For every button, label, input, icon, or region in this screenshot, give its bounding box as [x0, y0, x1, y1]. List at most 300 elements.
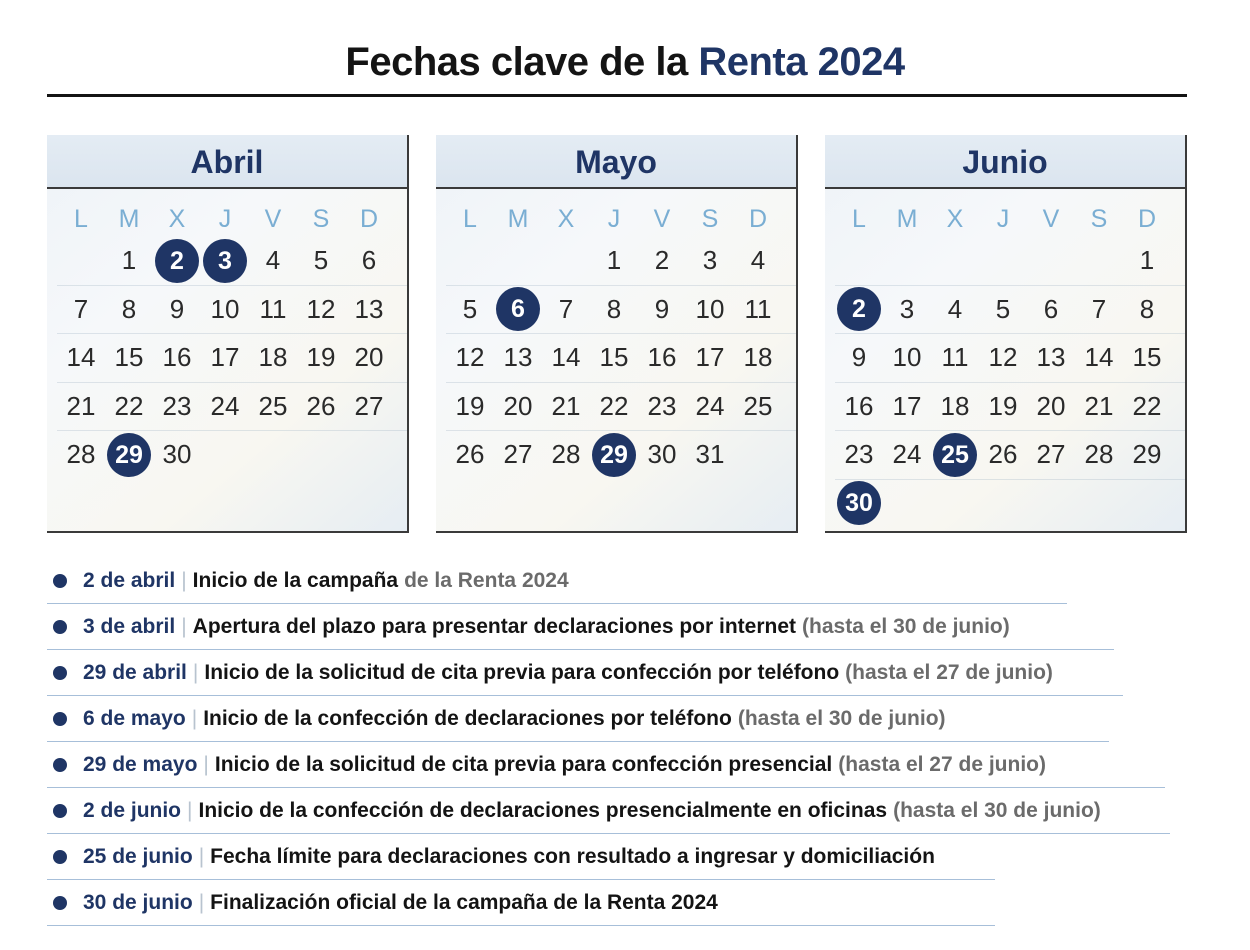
day-number: 24 — [695, 390, 725, 421]
weekday-label: J — [607, 205, 621, 233]
weekday-label: L — [74, 205, 88, 233]
day-number: 17 — [892, 390, 922, 421]
calendar-day — [345, 383, 393, 431]
calendar-day — [249, 383, 297, 431]
day-number: 28 — [551, 439, 581, 470]
calendar-week-row — [835, 334, 1185, 383]
weekday-label: V — [1042, 205, 1060, 233]
calendar-day — [734, 286, 782, 334]
weekday-label: X — [946, 205, 964, 233]
separator: | — [191, 706, 198, 730]
day-number: 10 — [210, 293, 240, 324]
event-note: (hasta el 27 de junio) — [838, 752, 1046, 776]
calendar-day — [1027, 334, 1075, 382]
key-date-item — [47, 834, 995, 880]
calendar-empty-cell — [1075, 480, 1123, 528]
calendar-day — [835, 334, 883, 382]
calendar-empty-cell — [883, 237, 931, 285]
weekday-label: V — [264, 205, 282, 233]
bullet-icon — [53, 804, 67, 818]
calendar-day — [249, 334, 297, 382]
day-number: 18 — [940, 390, 970, 421]
event-note: de la Renta 2024 — [404, 568, 569, 592]
day-number: 8 — [606, 293, 622, 324]
calendar-week-row — [57, 431, 407, 479]
day-number: 14 — [1084, 342, 1114, 373]
calendar-day — [590, 431, 638, 479]
day-number: 18 — [743, 342, 773, 373]
day-number: 15 — [114, 342, 144, 373]
title-accent: Renta 2024 — [698, 40, 905, 84]
day-number: 3 — [899, 293, 915, 324]
day-number: 4 — [750, 245, 766, 276]
calendar-day — [297, 237, 345, 285]
day-number: 15 — [1132, 342, 1162, 373]
day-number: 14 — [551, 342, 581, 373]
calendar-day — [835, 480, 883, 528]
calendar-empty-cell — [57, 237, 105, 285]
calendar-day — [105, 431, 153, 479]
separator: | — [192, 660, 199, 684]
calendar-day — [686, 383, 734, 431]
event-note: (hasta el 30 de junio) — [893, 798, 1101, 822]
calendar-day — [686, 286, 734, 334]
day-number: 7 — [73, 293, 89, 324]
weekday-header — [446, 201, 796, 237]
event-date: 25 de junio — [83, 844, 193, 868]
calendar-week-row — [835, 383, 1185, 432]
calendar-day — [638, 383, 686, 431]
separator: | — [187, 798, 193, 822]
title-divider — [47, 94, 1187, 97]
calendar-day — [979, 383, 1027, 431]
calendar-week-row — [835, 431, 1185, 480]
calendar-week-row — [835, 286, 1185, 335]
weekday-label: M — [118, 205, 140, 233]
bullet-icon — [53, 712, 67, 726]
highlighted-date: 29 — [107, 433, 151, 477]
calendar-day — [1027, 383, 1075, 431]
bullet-icon — [53, 896, 67, 910]
day-number: 19 — [455, 390, 485, 421]
calendar-day — [201, 334, 249, 382]
day-number: 24 — [210, 390, 240, 421]
day-number: 27 — [1036, 439, 1066, 470]
calendar-week-row — [57, 286, 407, 335]
event-date: 29 de abril — [83, 660, 187, 684]
day-number: 29 — [1132, 439, 1162, 470]
calendar-week-row — [835, 480, 1185, 528]
calendar-day — [153, 334, 201, 382]
day-number: 23 — [647, 390, 677, 421]
day-number: 17 — [210, 342, 240, 373]
calendar-week-row — [57, 383, 407, 432]
calendar-day — [297, 286, 345, 334]
bullet-icon — [53, 758, 67, 772]
calendar-empty-cell — [249, 431, 297, 479]
day-number: 1 — [606, 245, 622, 276]
day-number: 5 — [462, 293, 478, 324]
day-number: 9 — [851, 342, 867, 373]
calendar-day — [345, 237, 393, 285]
calendar-day — [1123, 237, 1171, 285]
day-number: 21 — [1084, 390, 1114, 421]
event-note: (hasta el 27 de junio) — [845, 660, 1053, 684]
day-number: 31 — [695, 439, 725, 470]
calendar-day — [590, 334, 638, 382]
day-number: 5 — [313, 245, 329, 276]
calendar-day — [734, 383, 782, 431]
calendar-day — [57, 383, 105, 431]
key-date-item — [47, 558, 1067, 604]
page-title — [0, 40, 1250, 85]
separator: | — [203, 752, 209, 776]
calendar-month-title: Mayo — [436, 135, 796, 189]
calendar-empty-cell — [979, 237, 1027, 285]
day-number: 12 — [455, 342, 485, 373]
calendar-day — [1075, 286, 1123, 334]
day-number: 24 — [892, 439, 922, 470]
calendar-day — [590, 286, 638, 334]
day-number: 5 — [995, 293, 1011, 324]
calendar-week-row — [57, 237, 407, 286]
day-number: 28 — [66, 439, 96, 470]
day-number: 7 — [558, 293, 574, 324]
day-number: 22 — [114, 390, 144, 421]
event-date: 6 de mayo — [83, 706, 186, 730]
calendar-day — [542, 431, 590, 479]
event-description: Inicio de la confección de declaraciones por teléfono — [203, 706, 732, 730]
calendar-empty-cell — [734, 431, 782, 479]
day-number: 8 — [1139, 293, 1155, 324]
calendar-day — [446, 286, 494, 334]
day-number: 10 — [695, 293, 725, 324]
key-date-item — [47, 650, 1123, 696]
calendar-day — [1027, 431, 1075, 479]
calendar-day — [1075, 431, 1123, 479]
day-number: 23 — [844, 439, 874, 470]
day-number: 26 — [306, 390, 336, 421]
calendar-empty-cell — [345, 431, 393, 479]
highlighted-date: 2 — [837, 287, 881, 331]
separator: | — [198, 844, 205, 868]
day-number: 17 — [695, 342, 725, 373]
calendar-day — [297, 383, 345, 431]
calendar-day — [446, 383, 494, 431]
calendar-day — [1075, 334, 1123, 382]
day-number: 14 — [66, 342, 96, 373]
calendar-day — [345, 334, 393, 382]
day-number: 1 — [121, 245, 137, 276]
calendar-day — [57, 334, 105, 382]
day-number: 4 — [947, 293, 963, 324]
calendar-day — [590, 237, 638, 285]
highlighted-date: 2 — [155, 239, 199, 283]
day-number: 18 — [258, 342, 288, 373]
day-number: 11 — [259, 293, 287, 324]
calendar-day — [883, 431, 931, 479]
calendar-empty-cell — [1075, 237, 1123, 285]
day-number: 2 — [654, 245, 670, 276]
calendar-day — [931, 383, 979, 431]
calendar-empty-cell — [446, 237, 494, 285]
day-number: 22 — [1132, 390, 1162, 421]
calendar-day — [153, 383, 201, 431]
calendar-day — [979, 334, 1027, 382]
day-number: 12 — [306, 293, 336, 324]
day-number: 13 — [354, 293, 384, 324]
day-number: 15 — [599, 342, 629, 373]
calendar-empty-cell — [835, 237, 883, 285]
day-number: 12 — [988, 342, 1018, 373]
key-date-item — [47, 742, 1165, 788]
day-number: 26 — [455, 439, 485, 470]
calendar-day — [201, 286, 249, 334]
calendar-day — [979, 431, 1027, 479]
calendar-day — [249, 286, 297, 334]
day-number: 27 — [354, 390, 384, 421]
weekday-label: S — [1090, 205, 1108, 233]
calendar-day — [638, 237, 686, 285]
event-date: 3 de abril — [83, 614, 176, 638]
title-prefix: Fechas clave de la — [345, 40, 688, 84]
calendar-empty-cell — [979, 480, 1027, 528]
calendar-mayo — [436, 135, 798, 533]
calendar-grid — [825, 237, 1185, 527]
calendar-grid — [47, 237, 407, 479]
event-description: Inicio de la solicitud de cita previa para confección por teléfono — [204, 660, 840, 684]
calendar-day — [979, 286, 1027, 334]
day-number: 3 — [702, 245, 718, 276]
day-number: 23 — [162, 390, 192, 421]
calendar-day — [57, 286, 105, 334]
weekday-label: M — [896, 205, 918, 233]
calendar-day — [1075, 383, 1123, 431]
day-number: 21 — [551, 390, 581, 421]
calendar-empty-cell — [1123, 480, 1171, 528]
bullet-icon — [53, 666, 67, 680]
day-number: 4 — [265, 245, 281, 276]
calendar-day — [105, 286, 153, 334]
calendar-day — [105, 237, 153, 285]
weekday-label: J — [218, 205, 232, 233]
day-number: 19 — [306, 342, 336, 373]
day-number: 25 — [258, 390, 288, 421]
separator: | — [181, 568, 187, 592]
calendar-empty-cell — [1027, 237, 1075, 285]
weekday-label: S — [312, 205, 330, 233]
calendar-day — [1123, 431, 1171, 479]
calendar-empty-cell — [542, 237, 590, 285]
day-number: 6 — [1043, 293, 1059, 324]
calendar-empty-cell — [883, 480, 931, 528]
weekday-label: L — [852, 205, 866, 233]
weekday-label: L — [463, 205, 477, 233]
key-date-item — [47, 604, 1114, 650]
separator: | — [181, 614, 187, 638]
calendar-day — [494, 431, 542, 479]
calendar-month-title: Abril — [47, 135, 407, 189]
highlighted-date: 29 — [592, 433, 636, 477]
key-date-item — [47, 788, 1170, 834]
day-number: 22 — [599, 390, 629, 421]
calendar-day — [590, 383, 638, 431]
event-note: (hasta el 30 de junio) — [802, 614, 1010, 638]
day-number: 27 — [503, 439, 533, 470]
calendar-abril — [47, 135, 409, 533]
weekday-header — [835, 201, 1185, 237]
calendar-empty-cell — [201, 431, 249, 479]
day-number: 6 — [361, 245, 377, 276]
calendar-empty-cell — [931, 480, 979, 528]
day-number: 11 — [941, 342, 969, 373]
calendar-day — [153, 237, 201, 285]
weekday-label: M — [507, 205, 529, 233]
calendar-day — [638, 334, 686, 382]
weekday-label: X — [557, 205, 575, 233]
day-number: 20 — [503, 390, 533, 421]
calendar-week-row — [446, 286, 796, 335]
highlighted-date: 3 — [203, 239, 247, 283]
calendar-day — [1123, 334, 1171, 382]
calendar-day — [638, 286, 686, 334]
highlighted-date: 25 — [933, 433, 977, 477]
calendar-day — [931, 431, 979, 479]
event-description: Apertura del plazo para presentar declaraciones por internet — [192, 614, 797, 638]
calendar-day — [883, 286, 931, 334]
calendar-empty-cell — [1027, 480, 1075, 528]
calendar-week-row — [446, 383, 796, 432]
calendar-day — [1123, 383, 1171, 431]
day-number: 25 — [743, 390, 773, 421]
day-number: 20 — [1036, 390, 1066, 421]
calendar-day — [1027, 286, 1075, 334]
highlighted-date: 6 — [496, 287, 540, 331]
calendar-day — [201, 237, 249, 285]
day-number: 9 — [169, 293, 185, 324]
calendar-day — [686, 237, 734, 285]
day-number: 20 — [354, 342, 384, 373]
calendar-week-row — [446, 431, 796, 479]
calendar-week-row — [835, 237, 1185, 286]
event-date: 30 de junio — [83, 890, 193, 914]
calendar-day — [931, 334, 979, 382]
event-description: Inicio de la campaña — [192, 568, 399, 592]
calendar-week-row — [446, 334, 796, 383]
calendar-day — [883, 383, 931, 431]
calendar-day — [494, 286, 542, 334]
event-description: Inicio de la confección de declaraciones presencialmente en oficinas — [198, 798, 888, 822]
day-number: 19 — [988, 390, 1018, 421]
event-description: Inicio de la solicitud de cita previa para confección presencial — [214, 752, 833, 776]
calendar-day — [835, 431, 883, 479]
key-date-item — [47, 880, 995, 926]
event-description: Finalización oficial de la campaña de la Renta 2024 — [210, 890, 718, 914]
calendar-day — [542, 286, 590, 334]
calendar-day — [446, 334, 494, 382]
calendar-day — [105, 383, 153, 431]
key-dates-list — [47, 558, 1170, 926]
day-number: 16 — [844, 390, 874, 421]
calendar-day — [446, 431, 494, 479]
calendar-day — [835, 286, 883, 334]
calendar-week-row — [57, 334, 407, 383]
bullet-icon — [53, 574, 67, 588]
calendar-day — [153, 286, 201, 334]
calendar-day — [297, 334, 345, 382]
calendar-day — [931, 286, 979, 334]
calendar-day — [105, 334, 153, 382]
calendar-day — [638, 431, 686, 479]
weekday-label: D — [1137, 205, 1157, 233]
day-number: 16 — [162, 342, 192, 373]
calendar-day — [734, 334, 782, 382]
calendar-day — [734, 237, 782, 285]
weekday-label: S — [701, 205, 719, 233]
calendar-day — [345, 286, 393, 334]
calendar-day — [494, 383, 542, 431]
calendar-day — [883, 334, 931, 382]
event-note: (hasta el 30 de junio) — [737, 706, 946, 730]
event-date: 2 de junio — [83, 798, 182, 822]
day-number: 30 — [162, 439, 192, 470]
highlighted-date: 30 — [837, 481, 881, 525]
day-number: 9 — [654, 293, 670, 324]
calendar-grid — [436, 237, 796, 479]
calendar-week-row — [446, 237, 796, 286]
calendar-empty-cell — [297, 431, 345, 479]
weekday-label: J — [996, 205, 1010, 233]
calendar-day — [542, 383, 590, 431]
day-number: 1 — [1139, 245, 1155, 276]
calendar-day — [57, 431, 105, 479]
calendar-empty-cell — [494, 237, 542, 285]
calendar-junio — [825, 135, 1187, 533]
day-number: 10 — [892, 342, 922, 373]
day-number: 16 — [647, 342, 677, 373]
weekday-label: D — [359, 205, 379, 233]
day-number: 26 — [988, 439, 1018, 470]
weekday-label: X — [168, 205, 186, 233]
day-number: 8 — [121, 293, 137, 324]
calendar-day — [249, 237, 297, 285]
key-date-item — [47, 696, 1109, 742]
calendar-day — [201, 383, 249, 431]
bullet-icon — [53, 620, 67, 634]
day-number: 13 — [503, 342, 533, 373]
calendar-empty-cell — [931, 237, 979, 285]
calendar-day — [686, 334, 734, 382]
calendar-day — [494, 334, 542, 382]
calendar-day — [835, 383, 883, 431]
day-number: 30 — [647, 439, 677, 470]
bullet-icon — [53, 850, 67, 864]
event-description: Fecha límite para declaraciones con resultado a ingresar y domiciliación — [210, 844, 935, 868]
event-date: 2 de abril — [83, 568, 176, 592]
day-number: 11 — [744, 293, 772, 324]
separator: | — [198, 890, 205, 914]
day-number: 13 — [1036, 342, 1066, 373]
event-date: 29 de mayo — [83, 752, 198, 776]
day-number: 7 — [1091, 293, 1107, 324]
weekday-label: V — [653, 205, 671, 233]
calendar-month-title: Junio — [825, 135, 1185, 189]
calendar-day — [153, 431, 201, 479]
weekday-label: D — [748, 205, 768, 233]
weekday-header — [57, 201, 407, 237]
calendar-day — [542, 334, 590, 382]
calendar-day — [1123, 286, 1171, 334]
